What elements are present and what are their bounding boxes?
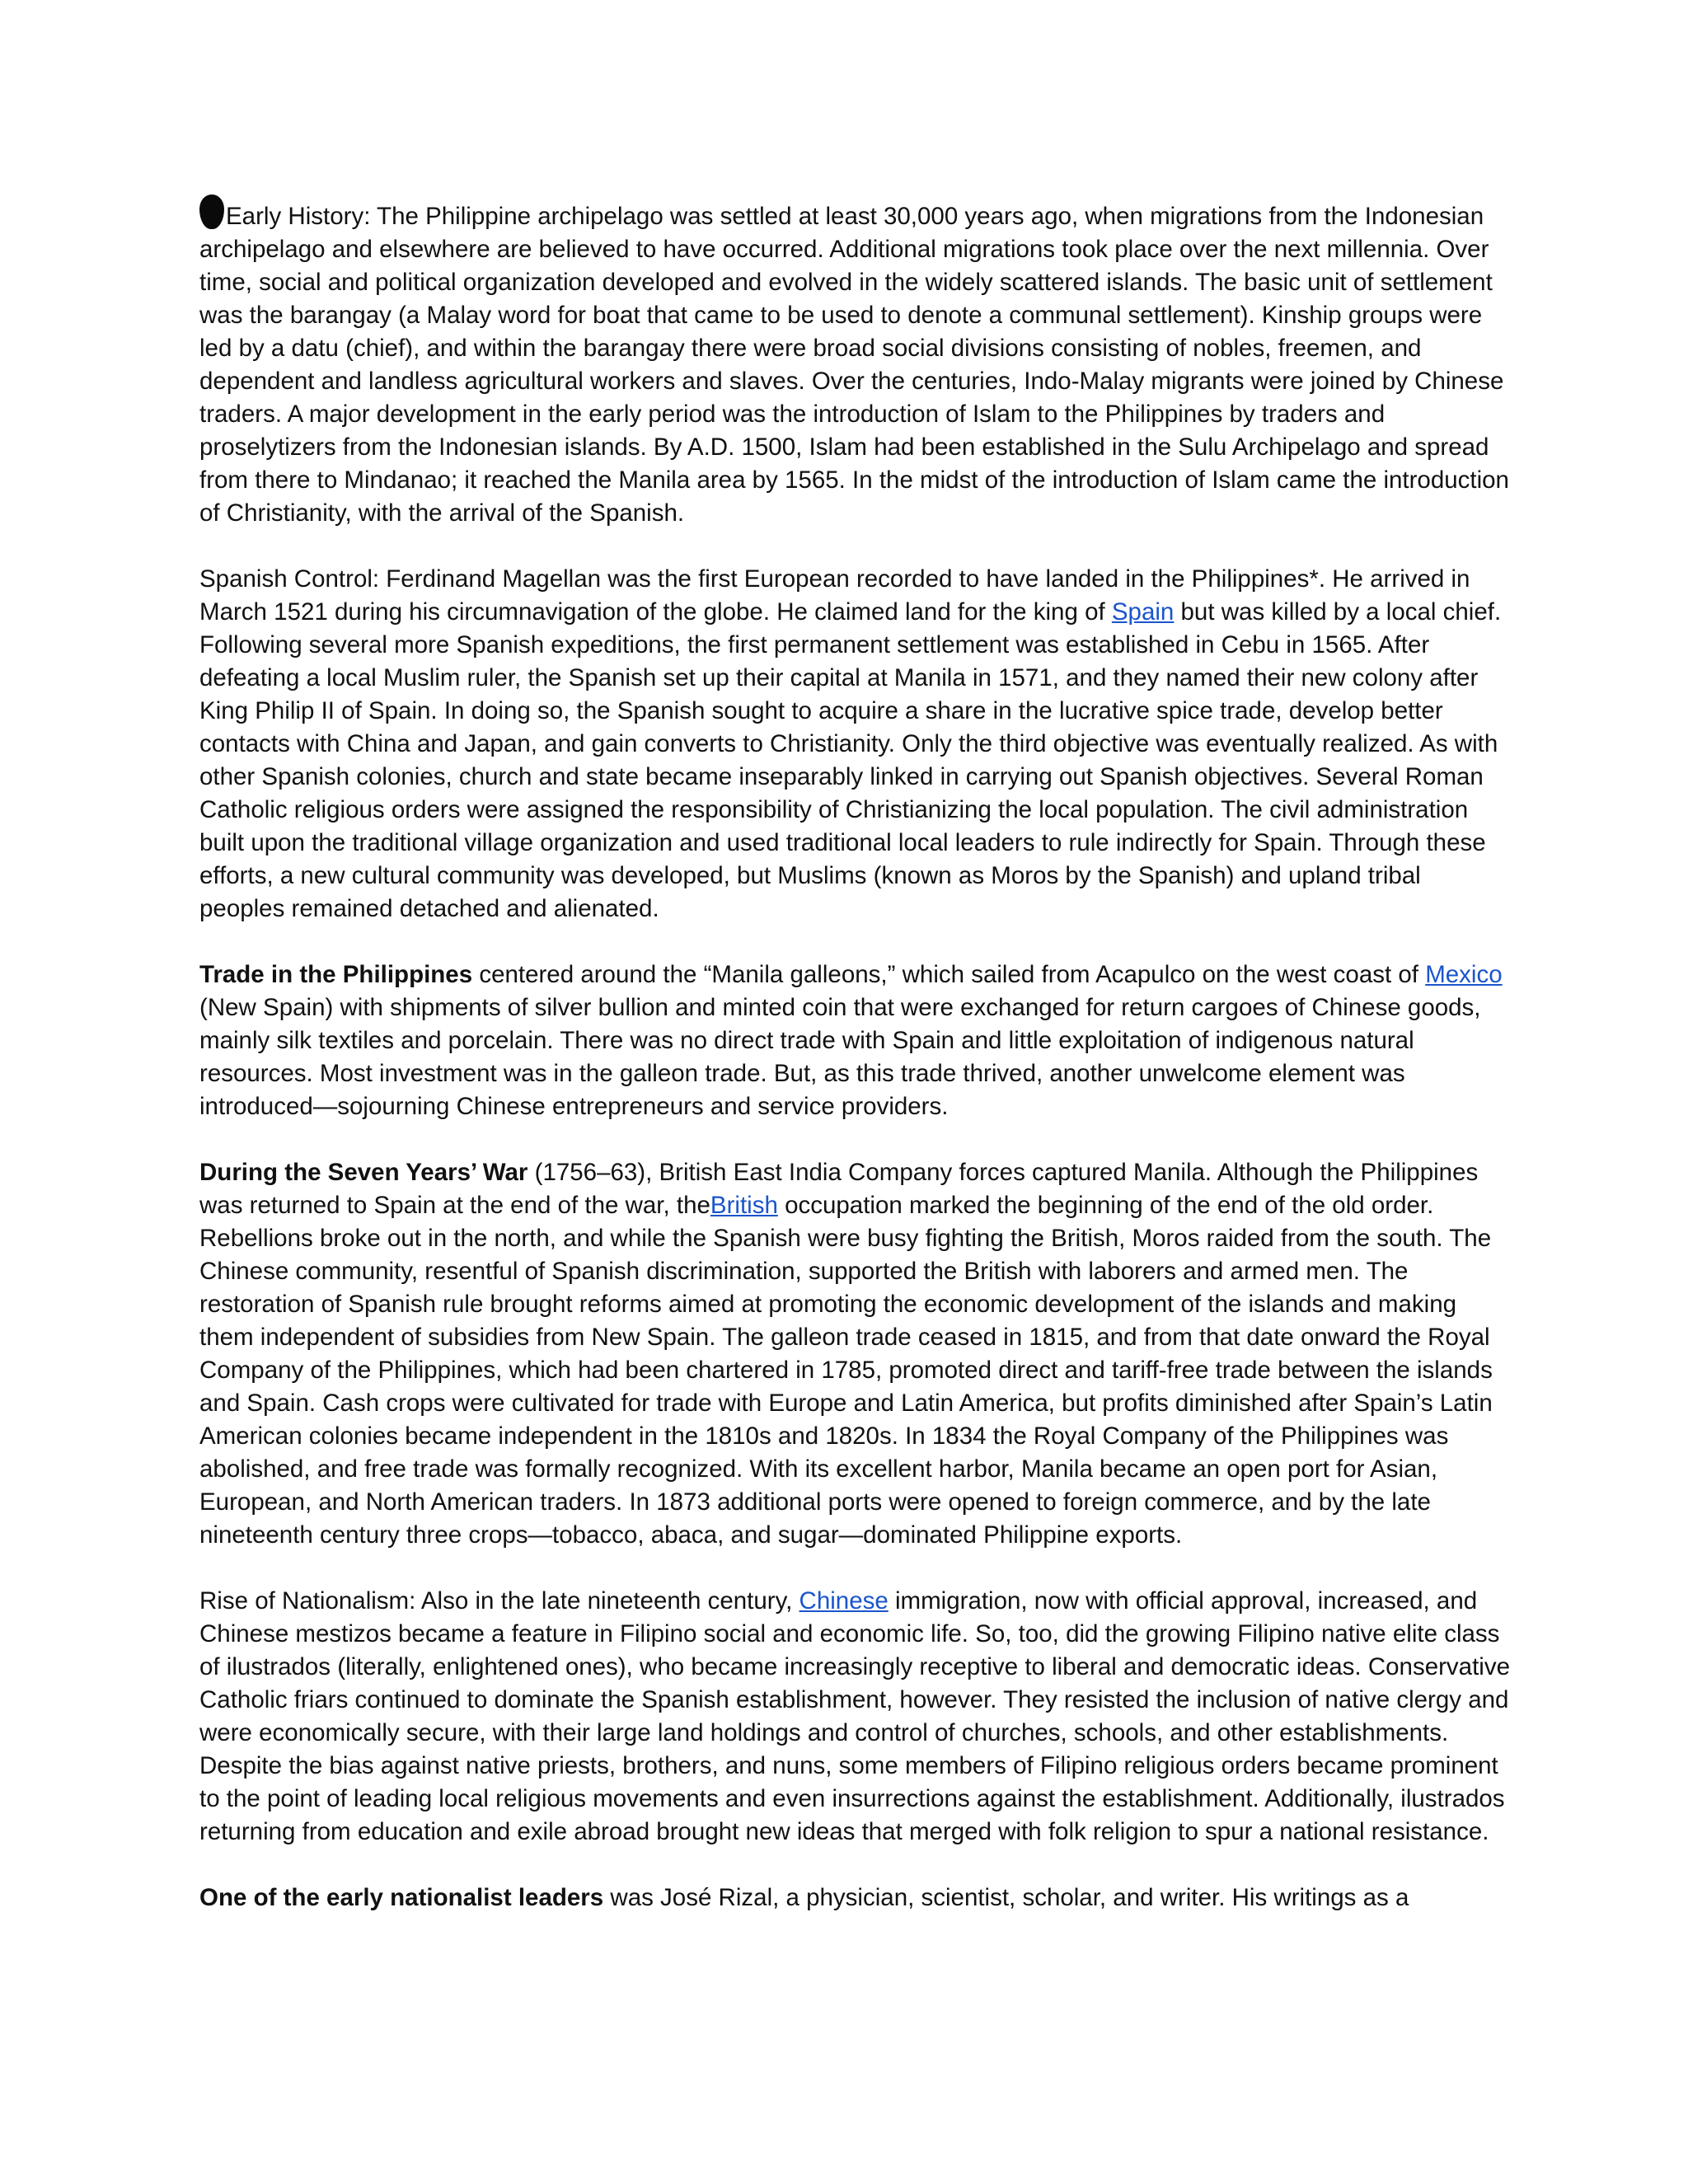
paragraph-seven-years-war: [199, 1156, 1510, 1552]
trade-heading: Trade in the Philippines: [199, 961, 473, 988]
paragraph-nationalist-leaders: [199, 1882, 1510, 1915]
paragraph-early-history: [199, 194, 1510, 530]
seven-years-war-text-end: occupation marked the beginning of the end of the old order. Rebellions broke out in the north, and while the Spanish were busy fighting the British, Moros raided from the south. The Chinese community, resentful of Spanish discrimination, supported the British with laborers and armed men. The restoration of Spanish rule brought reforms aimed at promoting the economic development of the islands and making them independent of subsidies from New Spain. The galleon trade ceased in 1815, and from that date onward the Royal Company of the Philippines, which had been chartered in 1785, promoted direct and tariff-free trade between the islands and Spain. Cash crops were cultivated for trade with Europe and Latin America, but profits diminished after Spain’s Latin American colonies became independent in the 1810s and 1820s. In 1834 the Royal Company of the Philippines was abolished, and free trade was formally recognized. With its excellent harbor, Manila became an open port for Asian, European, and North American traders. In 1873 additional ports were opened to foreign commerce, and by the late nineteenth century three crops—tobacco, abaca, and sugar—dominated Philippine exports.: [199, 1192, 1493, 1549]
seven-years-war-heading: During the Seven Years’ War: [199, 1159, 528, 1186]
paragraph-spanish-control: [199, 563, 1510, 926]
spanish-control-text-start: Spanish Control: Ferdinand Magellan was the first European recorded to have landed in the Philippines*. He arrived in March 1521 during his circumnavigation of the globe. He claimed land for the king of: [199, 565, 1470, 626]
paragraph-rise-of-nationalism: [199, 1585, 1510, 1849]
spanish-control-text-end: but was killed by a local chief. Following several more Spanish expeditions, the first permanent settlement was established in Cebu in 1565. After defeating a local Muslim ruler, the Spanish set up their capital at Manila in 1571, and they named their new colony after King Philip II of Spain. In doing so, the Spanish sought to acquire a share in the lucrative spice trade, develop better contacts with China and Japan, and gain converts to Christianity. Only the third objective was eventually realized. As with other Spanish colonies, church and state became inseparably linked in carrying out Spanish objectives. Several Roman Catholic religious orders were assigned the responsibility of Christianizing the local population. The civil administration built upon the traditional village organization and used traditional local leaders to rule indirectly for Spain. Through these efforts, a new cultural community was developed, but Muslims (known as Moros by the Spanish) and upland tribal peoples remained detached and alienated.: [199, 598, 1502, 922]
document-body: [199, 194, 1510, 1947]
ink-blot-mark: [199, 194, 224, 229]
chinese-link[interactable]: Chinese: [799, 1587, 889, 1615]
nationalism-text-start: Rise of Nationalism: Also in the late nineteenth century,: [199, 1587, 799, 1615]
mexico-link[interactable]: Mexico: [1425, 961, 1503, 988]
early-history-text: Early History: The Philippine archipelago was settled at least 30,000 years ago, when migrations from the Indonesian archipelago and elsewhere are believed to have occurred. Additional migrations took place over the next millennia. Over time, social and political organization developed and evolved in the widely scattered islands. The basic unit of settlement was the barangay (a Malay word for boat that came to be used to denote a communal settlement). Kinship groups were led by a datu (chief), and within the barangay there were broad social divisions consisting of nobles, freemen, and dependent and landless agricultural workers and slaves. Over the centuries, Indo-Malay migrants were joined by Chinese traders. A major development in the early period was the introduction of Islam to the Philippines by traders and proselytizers from the Indonesian islands. By A.D. 1500, Islam had been established in the Sulu Archipelago and spread from there to Mindanao; it reached the Manila area by 1565. In the midst of the introduction of Islam came the introduction of Christianity, with the arrival of the Spanish.: [199, 203, 1509, 527]
nationalist-leaders-heading: One of the early nationalist leaders: [199, 1884, 604, 1911]
paragraph-trade: [199, 958, 1510, 1123]
british-link[interactable]: British: [710, 1192, 778, 1219]
trade-text-end: (New Spain) with shipments of silver bullion and minted coin that were exchanged for return cargoes of Chinese goods, mainly silk textiles and porcelain. There was no direct trade with Spain and little exploitation of indigenous natural resources. Most investment was in the galleon trade. But, as this trade thrived, another unwelcome element was introduced—sojourning Chinese entrepreneurs and service providers.: [199, 994, 1481, 1120]
seven-years-war-text-start: (1756–63), British East India Company forces captured Manila. Although the Philippines was returned to Spain at the end of the war, the: [199, 1159, 1479, 1219]
nationalist-leaders-text: was José Rizal, a physician, scientist, scholar, and writer. His writings as a: [603, 1884, 1409, 1911]
trade-text-start: centered around the “Manila galleons,” which sailed from Acapulco on the west coast of: [472, 961, 1426, 988]
spain-link[interactable]: Spain: [1111, 598, 1175, 626]
nationalism-text-end: immigration, now with official approval, increased, and Chinese mestizos became a feature in Filipino social and economic life. So, too, did the growing Filipino native elite class of ilustrados (literally, enlightened ones), who became increasingly receptive to liberal and democratic ideas. Conservative Catholic friars continued to dominate the Spanish establishment, however. They resisted the inclusion of native clergy and were economically secure, with their large land holdings and control of churches, schools, and other establishments. Despite the bias against native priests, brothers, and nuns, some members of Filipino religious orders became prominent to the point of leading local religious movements and even insurrections against the establishment. Additionally, ilustrados returning from education and exile abroad brought new ideas that merged with folk religion to spur a national resistance.: [199, 1587, 1510, 1845]
